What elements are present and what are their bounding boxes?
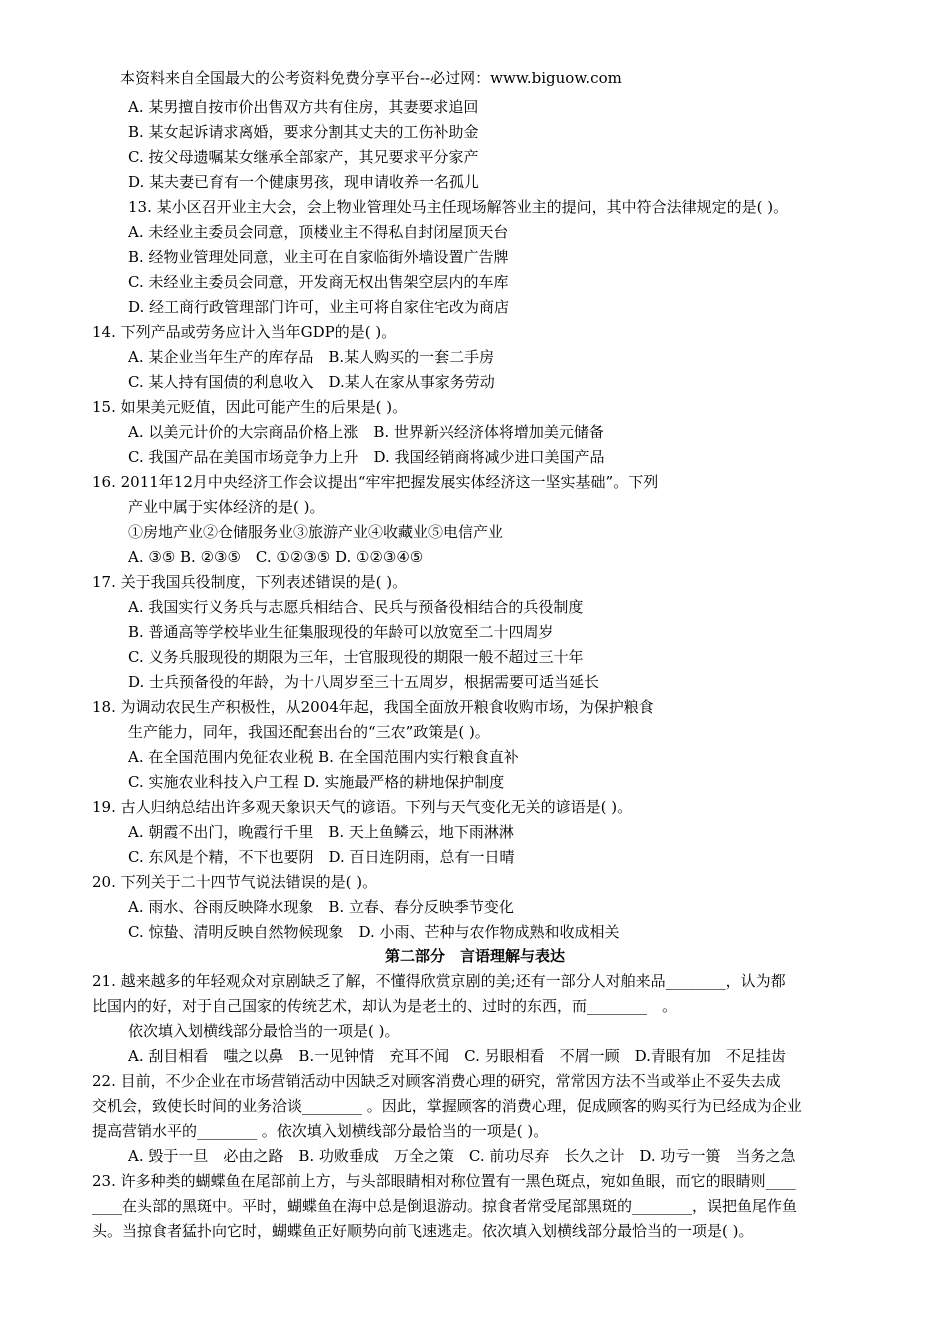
question-20: 20. 下列关于二十四节气说法错误的是( )。 [92,873,378,891]
question-14: 14. 下列产品或劳务应计入当年GDP的是( )。 [92,323,397,341]
question-16-continued: 产业中属于实体经济的是( )。 [128,498,325,516]
option-line: A. 雨水、谷雨反映降水现象 B. 立春、春分反映季节变化 [128,898,514,916]
option-line: B. 经物业管理处同意，业主可在自家临街外墙设置广告牌 [128,248,509,266]
option-line: D. 某夫妻已育有一个健康男孩，现申请收养一名孤儿 [128,173,480,191]
question-16: 16. 2011年12月中央经济工作会议提出“牢牢把握发展实体经济这一坚实基础”。下列 [92,473,659,491]
question-19: 19. 古人归纳总结出许多观天象识天气的谚语。下列与天气变化无关的谚语是( )。 [92,798,633,816]
option-line: C. 未经业主委员会同意，开发商无权出售架空层内的车库 [128,273,509,291]
option-line: C. 惊蛰、清明反映自然物候现象 D. 小雨、芒种与农作物成熟和收成相关 [128,923,620,941]
option-line: A. 我国实行义务兵与志愿兵相结合、民兵与预备役相结合的兵役制度 [128,598,584,616]
option-line: A. 某男擅自按市价出售双方共有住房，其妻要求追回 [128,98,479,116]
option-line: B. 普通高等学校毕业生征集服现役的年龄可以放宽至二十四周岁 [128,623,554,641]
question-23: 23. 许多种类的蝴蝶鱼在尾部前上方，与头部眼睛相对称位置有一黑色斑点，宛如鱼眼，而它的眼睛则____ [92,1172,796,1190]
option-line: C. 按父母遗嘱某女继承全部家产，其兄要求平分家产 [128,148,479,166]
question-23-continued: ____在头部的黑斑中。平时，蝴蝶鱼在海中总是倒退游动。掠食者常受尾部黑斑的________，误把鱼尾作鱼 [92,1197,798,1215]
question-18-continued: 生产能力，同年，我国还配套出台的“三农”政策是( )。 [128,723,490,741]
option-line: D. 士兵预备役的年龄，为十八周岁至三十五周岁，根据需要可适当延长 [128,673,600,691]
question-22-continued: 提高营销水平的________ 。依次填入划横线部分最恰当的一项是( )。 [92,1122,549,1140]
option-line: A. 某企业当年生产的库存品 B.某人购买的一套二手房 [128,348,495,366]
section-heading: 第二部分 言语理解与表达 [384,947,565,965]
question-22-continued: 交机会，致使长时间的业务洽谈________ 。因此，掌握顾客的消费心理，促成顾客的购买行为已经成为企业 [92,1097,802,1115]
option-line: A. 毁于一旦 必由之路 B. 功败垂成 万全之策 C. 前功尽弃 长久之计 D. 功亏一篑 当务之急 [128,1147,796,1165]
option-line: A. 在全国范围内免征农业税 B. 在全国范围内实行粮食直补 [128,748,519,766]
option-line: A. 未经业主委员会同意，顶楼业主不得私自封闭屋顶天台 [128,223,509,241]
question-22: 22. 目前，不少企业在市场营销活动中因缺乏对顾客消费心理的研究，常常因方法不当或举止不妥失去成 [92,1072,781,1090]
option-line: C. 某人持有国债的利息收入 D.某人在家从事家务劳动 [128,373,495,391]
source-header: 本资料来自全国最大的公考资料免费分享平台--必过网：www.biguow.com [120,69,622,87]
option-line: C. 义务兵服现役的期限为三年，士官服现役的期限一般不超过三十年 [128,648,584,666]
question-21: 21. 越来越多的年轻观众对京剧缺乏了解，不懂得欣赏京剧的美;还有一部分人对舶来品________，认为都 [92,972,786,990]
option-line: D. 经工商行政管理部门许可，业主可将自家住宅改为商店 [128,298,510,316]
option-line: C. 我国产品在美国市场竞争力上升 D. 我国经销商将减少进口美国产品 [128,448,605,466]
option-line: A. 朝霞不出门，晚霞行千里 B. 天上鱼鳞云，地下雨淋淋 [128,823,514,841]
question-16-items: ①房地产业②仓储服务业③旅游产业④收藏业⑤电信产业 [128,523,504,541]
option-line: A. 以美元计价的大宗商品价格上涨 B. 世界新兴经济体将增加美元储备 [128,423,604,441]
option-line: A. ③⑤ B. ②③⑤ C. ①②③⑤ D. ①②③④⑤ [128,548,424,566]
question-23-continued: 头。当掠食者猛扑向它时，蝴蝶鱼正好顺势向前飞速逃走。依次填入划横线部分最恰当的一项是( )。 [92,1222,754,1240]
question-21-continued: 比国内的好，对于自己国家的传统艺术，却认为是老土的、过时的东西，而________ 。 [92,997,678,1015]
question-21-prompt: 依次填入划横线部分最恰当的一项是( )。 [128,1022,400,1040]
option-line: B. 某女起诉请求离婚，要求分割其丈夫的工伤补助金 [128,123,479,141]
option-line: C. 实施农业科技入户工程 D. 实施最严格的耕地保护制度 [128,773,505,791]
question-13: 13. 某小区召开业主大会，会上物业管理处马主任现场解答业主的提问，其中符合法律规定的是( )。 [128,198,789,216]
question-15: 15. 如果美元贬值，因此可能产生的后果是( )。 [92,398,408,416]
question-18: 18. 为调动农民生产积极性，从2004年起，我国全面放开粮食收购市场，为保护粮食 [92,698,654,716]
option-line: A. 刮目相看 嗤之以鼻 B.一见钟情 充耳不闻 C. 另眼相看 不屑一顾 D.青眼有加 不足挂齿 [128,1047,786,1065]
question-17: 17. 关于我国兵役制度，下列表述错误的是( )。 [92,573,408,591]
option-line: C. 东风是个精，不下也要阴 D. 百日连阴雨，总有一日晴 [128,848,515,866]
